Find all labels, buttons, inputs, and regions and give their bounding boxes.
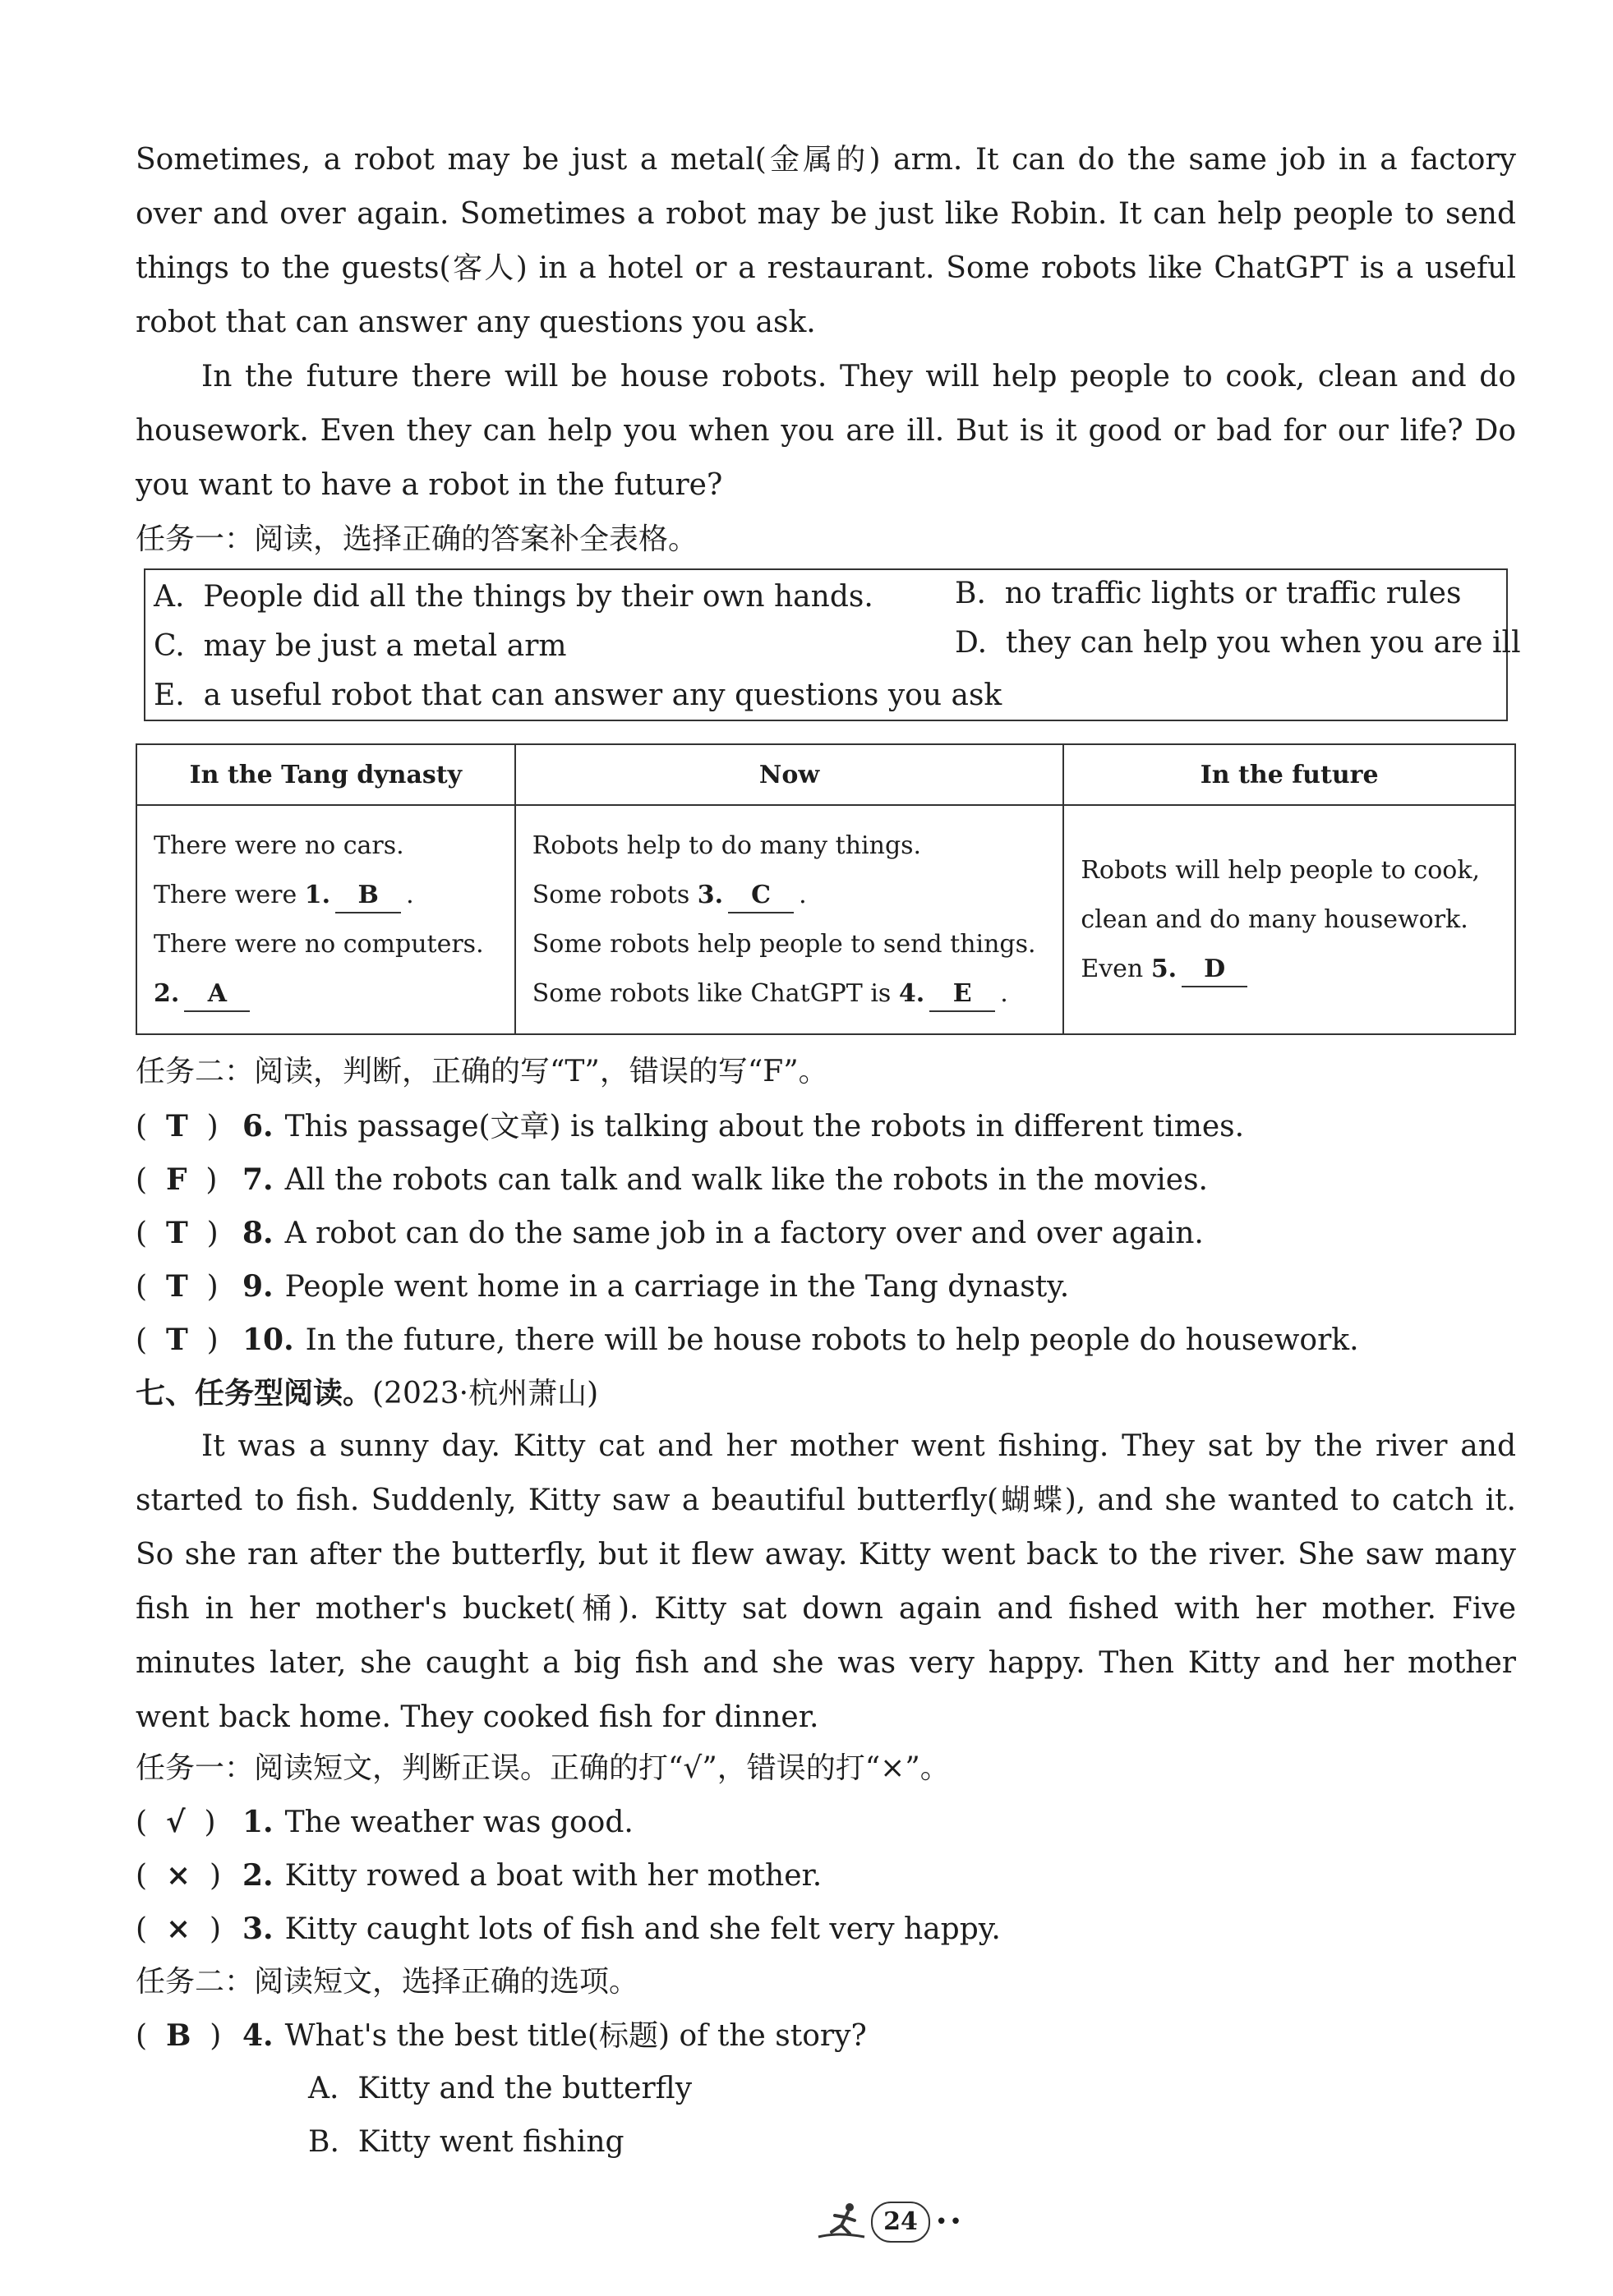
table-header-row	[136, 744, 1515, 805]
judge-item-3: ( × ) 3. Kitty caught lots of fish and she felt very happy.	[136, 1912, 1001, 1946]
answer-blank-2: A	[184, 978, 250, 1012]
now-line-1: Robots help to do many things.	[532, 831, 922, 860]
section7-passage: It was a sunny day. Kitty cat and her mother went fishing. They sat by the river and started to fish. Suddenly, Kitty saw a beautiful butterfly(蝴蝶), and she wanted to catch it. So she ran after the butterfly, but it flew away. Kitty went back to the river. She saw many fish in her mother's bucket(桶). Kitty sat down again and fished with her mother. Five minutes later, she caught a big fish and she was very happy. Then Kitty and her mother went back home. They cooked fish for dinner.	[136, 1429, 1516, 1734]
options-box	[144, 568, 1521, 721]
footer-dots: ••	[935, 2210, 964, 2234]
tf-item-9: ( T ) 9. People went home in a carriage in the Tang dynasty.	[136, 1269, 1070, 1304]
section7-source: (2023·杭州萧山)	[372, 1377, 599, 1410]
section7-heading: 七、任务型阅读。(2023·杭州萧山)	[136, 1376, 599, 1410]
now-line-2: Some robots 3. C .	[532, 871, 1047, 920]
now-line-3: Some robots help people to send things.	[532, 929, 1036, 959]
option-d: D. they can help you when you are ill	[955, 626, 1521, 660]
page-footer	[813, 2197, 964, 2247]
tf-item-6: ( T ) 6. This passage(文章) is talking about the robots in different times.	[136, 1109, 1245, 1143]
tang-line-1: There were no cars.	[154, 831, 404, 860]
now-line-4: Some robots like ChatGPT is 4. E .	[532, 969, 1047, 1019]
future-line-2: clean and do many housework.	[1081, 904, 1468, 934]
answer-blank-3: C	[728, 879, 794, 913]
option-a: A. People did all the things by their own hands.	[154, 580, 873, 614]
judge-item-2: ( × ) 2. Kitty rowed a boat with her mother.	[136, 1858, 823, 1893]
header-future: In the future	[1063, 744, 1515, 805]
choice-item-4: ( B ) 4. What's the best title(标题) of the story?	[136, 2018, 867, 2053]
tf-item-7: ( F ) 7. All the robots can talk and walk like the robots in the movies.	[136, 1162, 1208, 1197]
tang-line-3: There were no computers.	[154, 929, 484, 959]
future-line-1: Robots will help people to cook,	[1081, 855, 1481, 885]
option-e: E. a useful robot that can answer any questions you ask	[154, 679, 1002, 712]
choice-option-b: B. Kitty went fishing	[308, 2125, 624, 2159]
answer-blank-5: D	[1182, 953, 1247, 987]
cell-future	[1063, 805, 1515, 1034]
table-row	[136, 805, 1515, 1034]
task1-heading: 任务一：阅读，选择正确的答案补全表格。	[136, 522, 698, 556]
page-number: 24	[871, 2202, 930, 2243]
task2-heading: 任务二：阅读，判断，正确的写“T”，错误的写“F”。	[136, 1055, 828, 1088]
judge-item-1: ( √ ) 1. The weather was good.	[136, 1805, 634, 1839]
section7-task1-heading: 任务一：阅读短文，判断正误。正确的打“√”，错误的打“×”。	[136, 1751, 950, 1785]
future-line-3: Even 5. D	[1081, 945, 1498, 994]
header-now: Now	[515, 744, 1064, 805]
cell-now	[515, 805, 1064, 1034]
header-tang: In the Tang dynasty	[136, 744, 515, 805]
comparison-table	[136, 743, 1516, 1035]
passage-paragraph-1: Sometimes, a robot may be just a metal(金属的) arm. It can do the same job in a factory over and over again. Sometimes a robot may be just like Robin. It can help people to send things to the guests(客人) in a hotel or a restaurant. Some robots like ChatGPT is a useful robot that can answer any questions you ask.	[136, 143, 1516, 339]
tang-line-2: There were 1. B .	[154, 871, 498, 920]
answer-blank-1: B	[335, 879, 401, 913]
section7-task2-heading: 任务二：阅读短文，选择正确的选项。	[136, 1965, 639, 1999]
cell-tang	[136, 805, 515, 1034]
tf-item-8: ( T ) 8. A robot can do the same job in a factory over and over again.	[136, 1216, 1204, 1250]
option-c: C. may be just a metal arm	[154, 629, 567, 663]
tang-line-4: 2. A	[154, 969, 498, 1019]
choice-option-a: A. Kitty and the butterfly	[308, 2072, 693, 2105]
answer-blank-4: E	[929, 978, 995, 1012]
tf-item-10: ( T ) 10. In the future, there will be house robots to help people do housework.	[136, 1323, 1359, 1357]
option-b: B. no traffic lights or traffic rules	[955, 577, 1462, 610]
passage-paragraph-2: In the future there will be house robots. They will help people to cook, clean and do housework. Even they can help you when you are ill. But is it good or bad for our life? Do you want to have a robot in the future?	[136, 360, 1516, 502]
runner-logo-icon	[813, 2199, 871, 2245]
